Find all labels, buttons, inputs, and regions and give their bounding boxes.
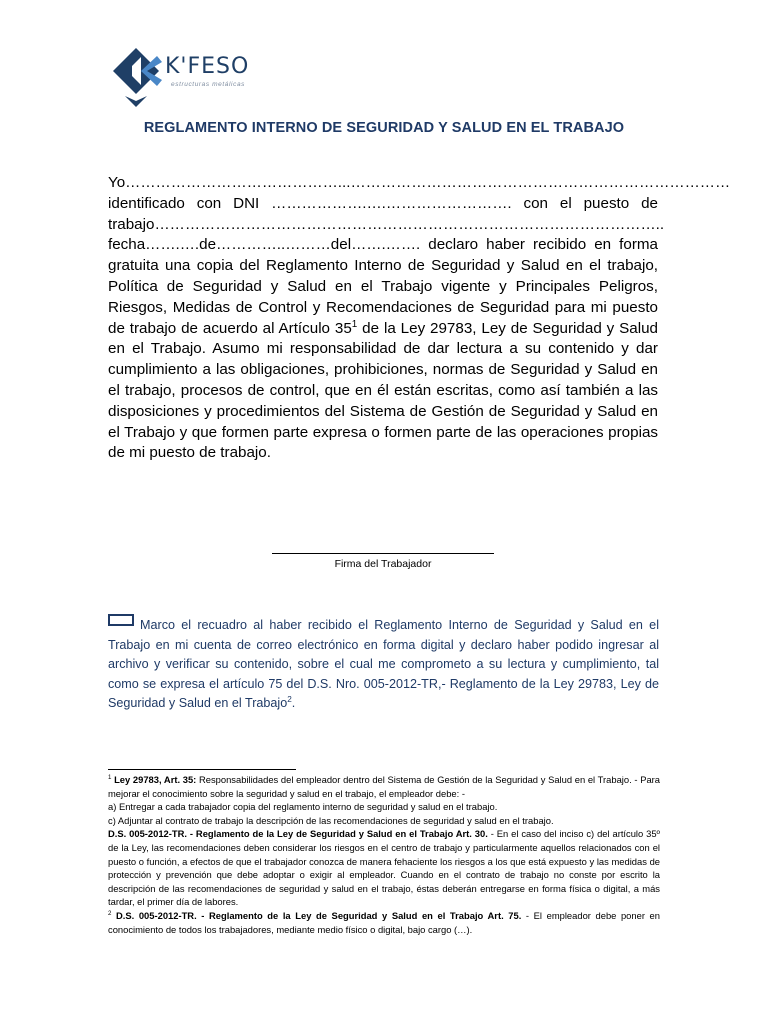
signature-line xyxy=(272,553,494,554)
logo-tagline: estructuras metálicas xyxy=(171,81,246,88)
footnotes xyxy=(108,773,660,936)
signature-label: Firma del Trabajador xyxy=(334,558,432,570)
document-title: REGLAMENTO INTERNO DE SEGURIDAD Y SALUD EN EL TRABAJO xyxy=(143,120,625,136)
footnote-1: $^1$ Ley 29783, Art. 35: Responsabilidades del empleador dentro del Sistema de Gestión de la Seguridad y Salud en el Trabajo. - Para mejorar el conocimiento sobre la seguridad y salud en el trabajo, el empleador debe: - xyxy=(108,773,660,799)
checkbox-statement: Marco el recuadro al haber recibido el Reglamento Interno de Seguridad y Salud en el Trabajo en mi cuenta de correo electrónico en forma digital y declaro haber podido ingresar al archivo y verificar su contenido, sobre el cual me comprometo a su lectura y cumplimiento, tal como se expresa el artículo 75 del D.S. Nro. 005-2012-TR,- Reglamento de la Ley 29783, Ley de Seguridad y Salud en el Trabajo$^2$. xyxy=(108,618,659,711)
footnote-ref-1: 1 xyxy=(351,318,358,330)
footnote-ds-art30: D.S. 005-2012-TR. - Reglamento de la Ley de Seguridad y Salud en el Trabajo Art. 30. - En el caso del inciso c) del artículo 35º de la Ley, las recomendaciones deben considerar los riesgos en el centro de trabajo y particularmente aquellos relacionados con el puesto o función, a efectos de que el trabajador conozca de manera fehaciente los riesgos a los que está expuesto y las medidas de protección y prevención que debe adoptar o exigir al empleador. Cuando en el contrato de trabajo no conste por escrito la descripción de las recomendaciones de seguridad y salud en el trabajo, éstas deberán entregarse en forma física o digital, a más tardar, el primer día de labores. xyxy=(108,828,660,908)
footnote-1-item-c: c) Adjuntar al contrato de trabajo la descripción de las recomendaciones de seguridad y salud en el trabajo. xyxy=(108,814,554,826)
declaration-paragraph xyxy=(108,173,731,464)
logo-wordmark: K'FESO xyxy=(165,54,250,79)
footnote-separator xyxy=(108,769,296,770)
footnote-1-item-a: a) Entregar a cada trabajador copia del reglamento interno de seguridad y salud en el trabajo. xyxy=(108,801,498,813)
declaration-text-2: de la Ley 29783, Ley de Seguridad y Salud en el Trabajo. Asumo mi responsabilidad de dar lectura a su contenido y dar cumplimiento a las obligaciones, prohibiciones, normas de Seguridad y Salud en el trabajo, procesos de control, que en él están escritas, como así también a las disposiciones y procedimientos del Sistema de Gestión de Seguridad y Salud en el Trabajo y que formen parte expresa o formen parte de las operaciones propias de mi puesto de trabajo. xyxy=(108,319,658,462)
checkbox-statement-text: Marco el recuadro al haber recibido el Reglamento Interno de Seguridad y Salud en el Trabajo en mi cuenta de correo electrónico en forma digital y declaro haber podido ingresar al archivo y verificar su contenido, sobre el cual me comprometo a su lectura y cumplimiento, tal como se expresa el artículo 75 del D.S. Nro. 005-2012-TR,- Reglamento de la Ley 29783, Ley de Seguridad y Salud en el Trabajo xyxy=(108,618,659,711)
footnote-ref-2: 2 xyxy=(287,695,292,705)
declaration-text-1: Yo……………………………………...………………………………………………………………… identificado con DNI ……………….….……………………. con el puesto de trabajo……………………………………………………………………………………….. fecha…….….de…………..………del…….……. declaro haber recibido en forma gratuita una copia del Reglamento Interno de Seguridad y Salud en el trabajo, Política de Seguridad y Salud en el Trabajo vigente y Principales Peligros, Riesgos, Medidas de Control y Recomendaciones de Seguridad para mi puesto de trabajo de acuerdo al Artículo 35 xyxy=(108,174,731,337)
kfeso-logo-icon xyxy=(112,46,172,108)
footnote-2: $^2$ D.S. 005-2012-TR. - Reglamento de la Ley de Seguridad y Salud en el Trabajo Art. 75. - El empleador debe poner en conocimiento de todos los trabajadores, mediante medio físico o digital, bajo cargo (…). xyxy=(108,909,660,935)
